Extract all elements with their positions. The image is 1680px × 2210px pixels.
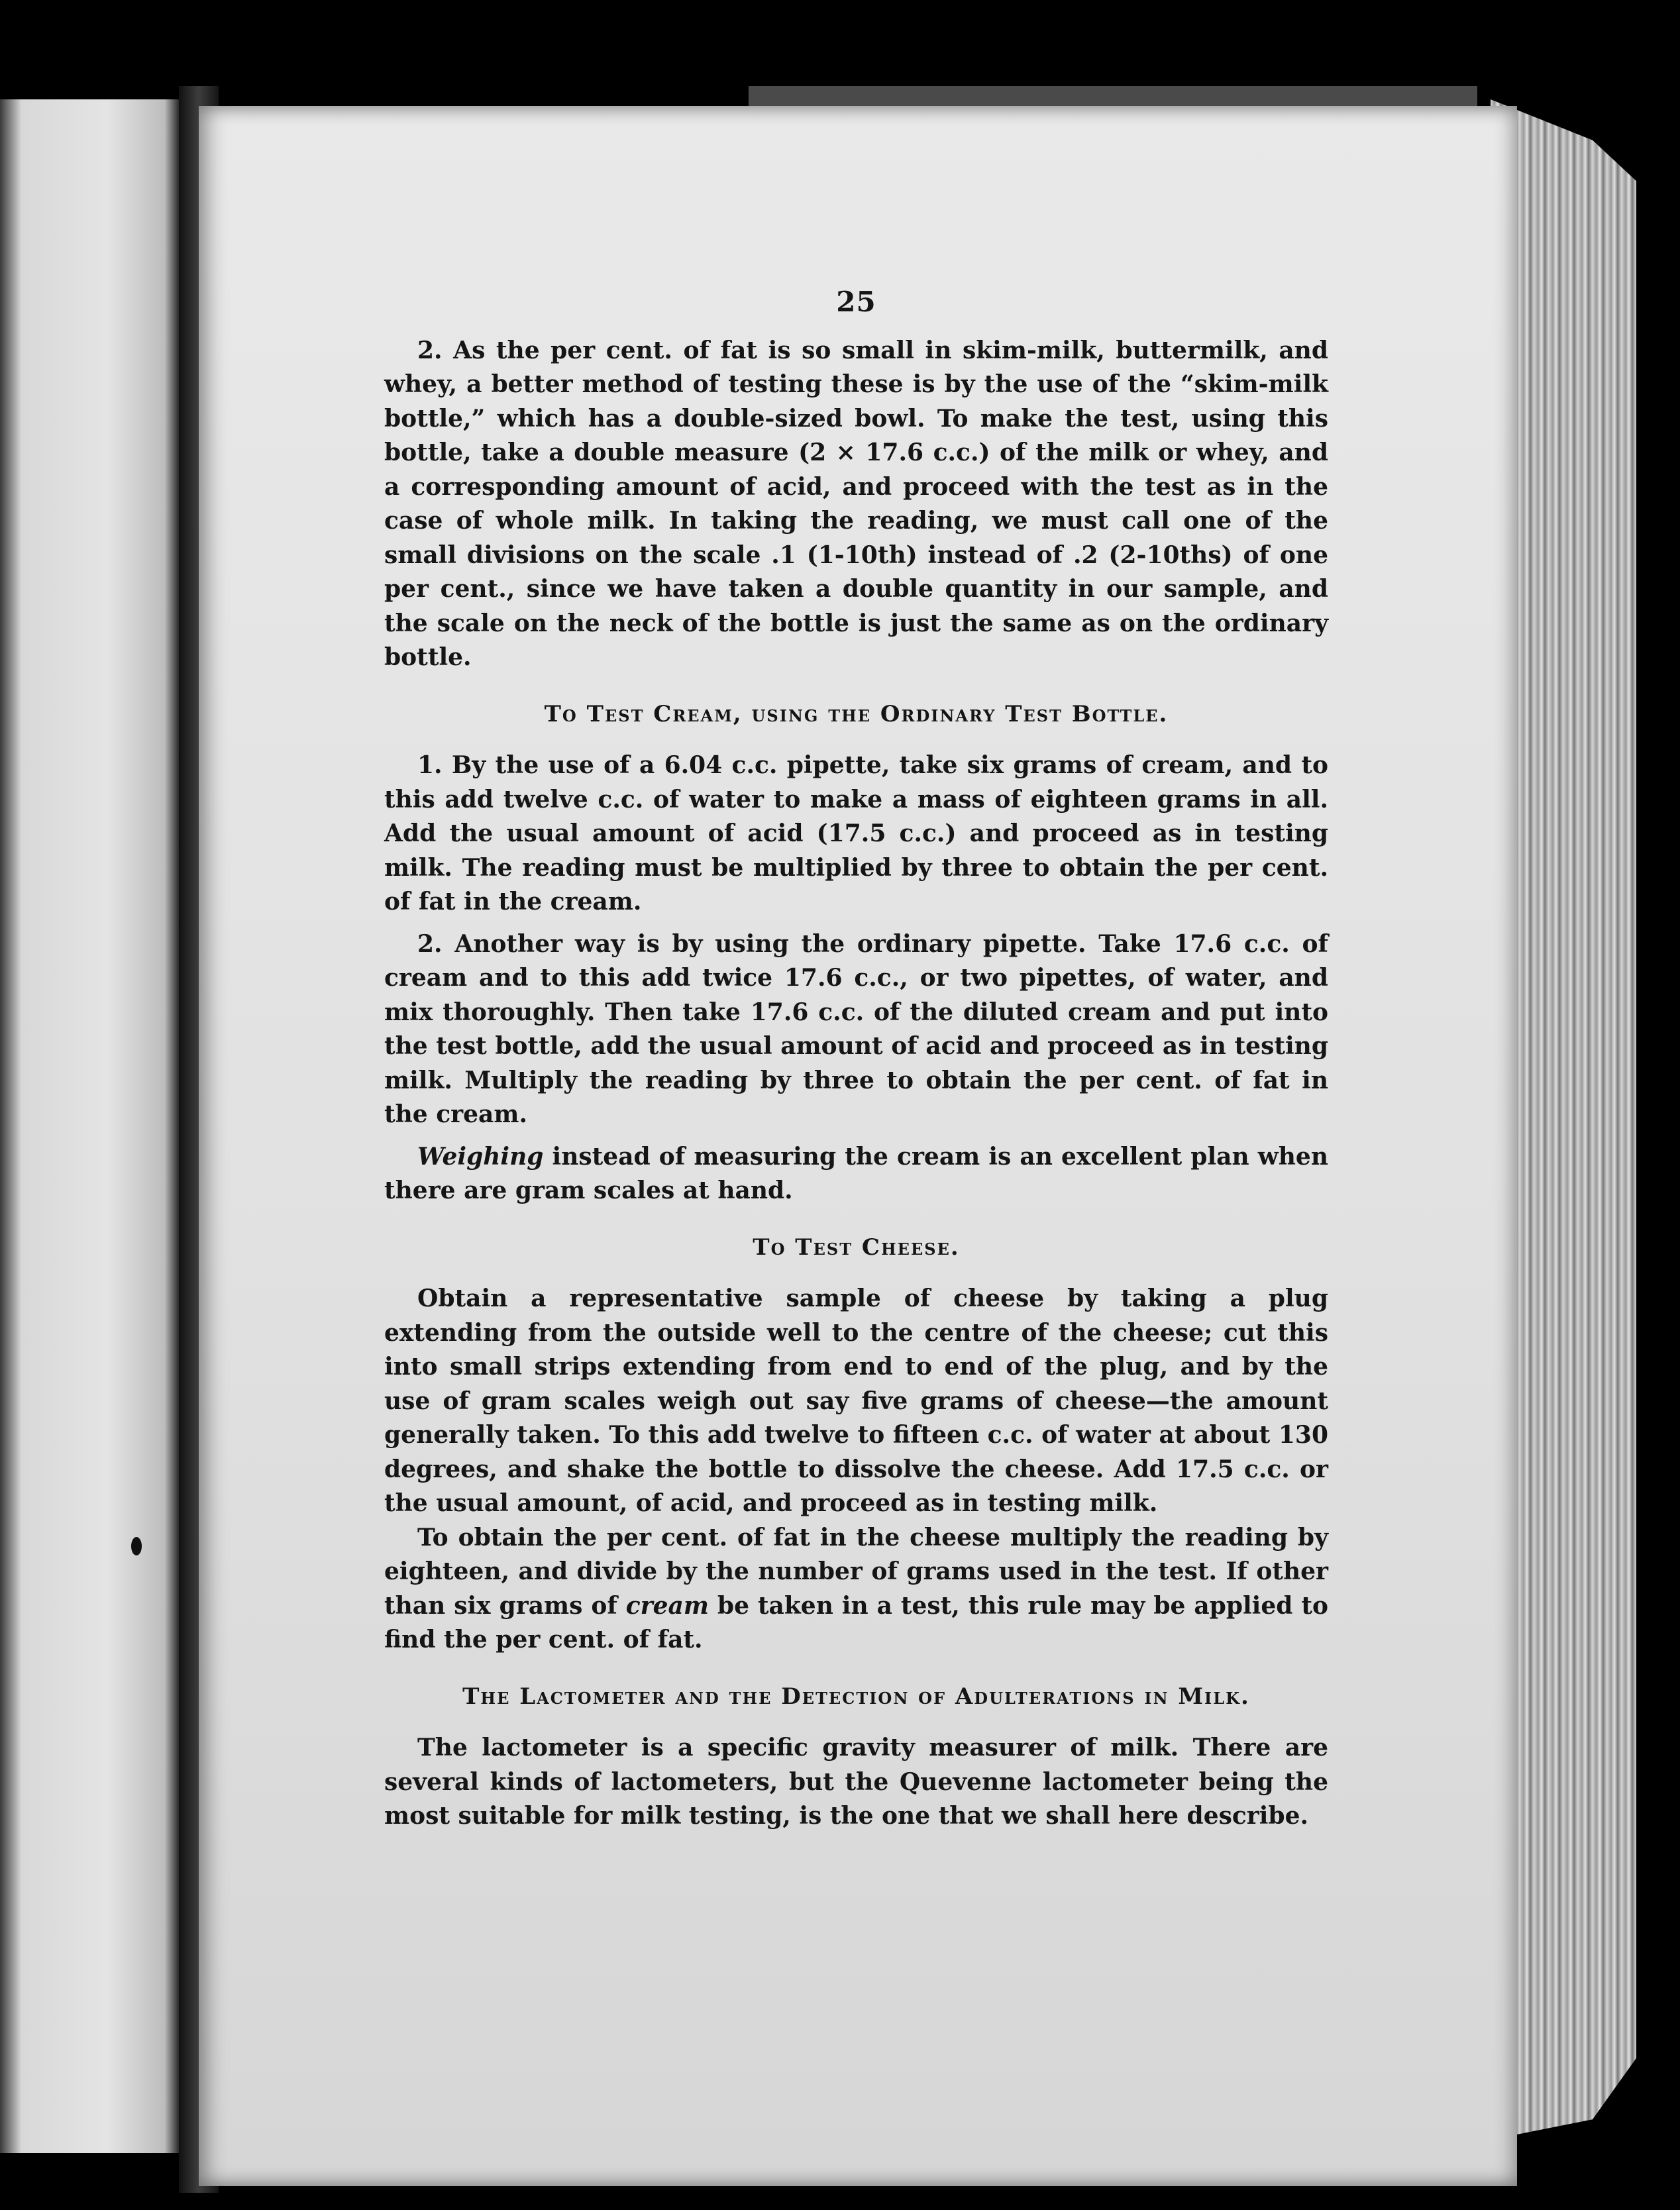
cheese-calculation-paragraph	[384, 1521, 1328, 1658]
page-number: 25	[836, 286, 876, 318]
book-page	[199, 106, 1517, 2186]
skim-milk-paragraph: 2. As the per cent. of fat is so small in skim-milk, buttermilk, and whey, a better method of testing these is by the use of the “skim-milk bottle,” which has a double-sized bowl. To make the test, using this bottle, take a double measure (2 × 17.6 c.c.) of the milk or whey, and a corresponding amount of acid, and proceed with the test as in the case of whole milk. In taking the reading, we must call one of the small divisions on the scale .1 (1-10th) instead of .2 (2-10ths) of one per cent., since we have taken a double quantity in our sample, and the scale on the neck of the bottle is just the same as on the ordinary bottle.	[384, 336, 1328, 671]
left-facing-page	[0, 99, 179, 2153]
cheese-calc-text-a: To obtain the per cent. of fat in the cheese multiply the reading by eighteen, and divide by the number of grams used in the test. If other than six grams of	[384, 1523, 1328, 1620]
cream-test-heading: To Test Cream, using the Ordinary Test Bottle.	[544, 700, 1169, 727]
cream-method-two-paragraph: 2. Another way is by using the ordinary pipette. Take 17.6 c.c. of cream and to this add twice 17.6 c.c., or two pipettes, of water, and mix thoroughly. Then take 17.6 c.c. of the diluted cream and put into the test bottle, add the usual amount of acid and proceed as in testing milk. Multiply the reading by three to obtain the per cent. of fat in the cream.	[384, 929, 1328, 1128]
page-text	[384, 285, 1328, 1834]
cheese-calc-text-b: be taken in a test, this rule may be applied to find the per cent. of fat.	[384, 1591, 1328, 1654]
weighing-emphasis: Weighing	[417, 1142, 544, 1171]
weighing-paragraph	[384, 1140, 1328, 1208]
weighing-text: instead of measuring the cream is an excellent plan when there are gram scales at hand.	[384, 1142, 1328, 1204]
cream-method-one-paragraph: 1. By the use of a 6.04 c.c. pipette, take six grams of cream, and to this add twelve c.c. of water to make a mass of eighteen grams in all. Add the usual amount of acid (17.5 c.c.) and proceed as in testing milk. The reading must be multiplied by three to obtain the per cent. of fat in the cream.	[384, 751, 1328, 916]
cheese-test-heading: To Test Cheese.	[753, 1234, 960, 1261]
cream-emphasis: cream	[625, 1591, 709, 1620]
lactometer-paragraph: The lactometer is a specific gravity measurer of milk. There are several kinds of lactometers, but the Quevenne lactometer being the most suitable for milk testing, is the one that we shall here describe.	[384, 1734, 1328, 1830]
lactometer-heading: The Lactometer and the Detection of Adulterations in Milk.	[462, 1683, 1250, 1710]
page-spot-mark	[131, 1537, 142, 1555]
cheese-sample-paragraph: Obtain a representative sample of cheese by taking a plug extending from the outside well to the centre of the cheese; cut this into small strips extending from end to end of the plug, and by the use of gram scales weigh out say five grams of cheese—the amount generally taken. To this add twelve to fifteen c.c. of water at about 130 degrees, and shake the bottle to dissolve the cheese. Add 17.5 c.c. or the usual amount, of acid, and proceed as in testing milk.	[384, 1285, 1328, 1517]
